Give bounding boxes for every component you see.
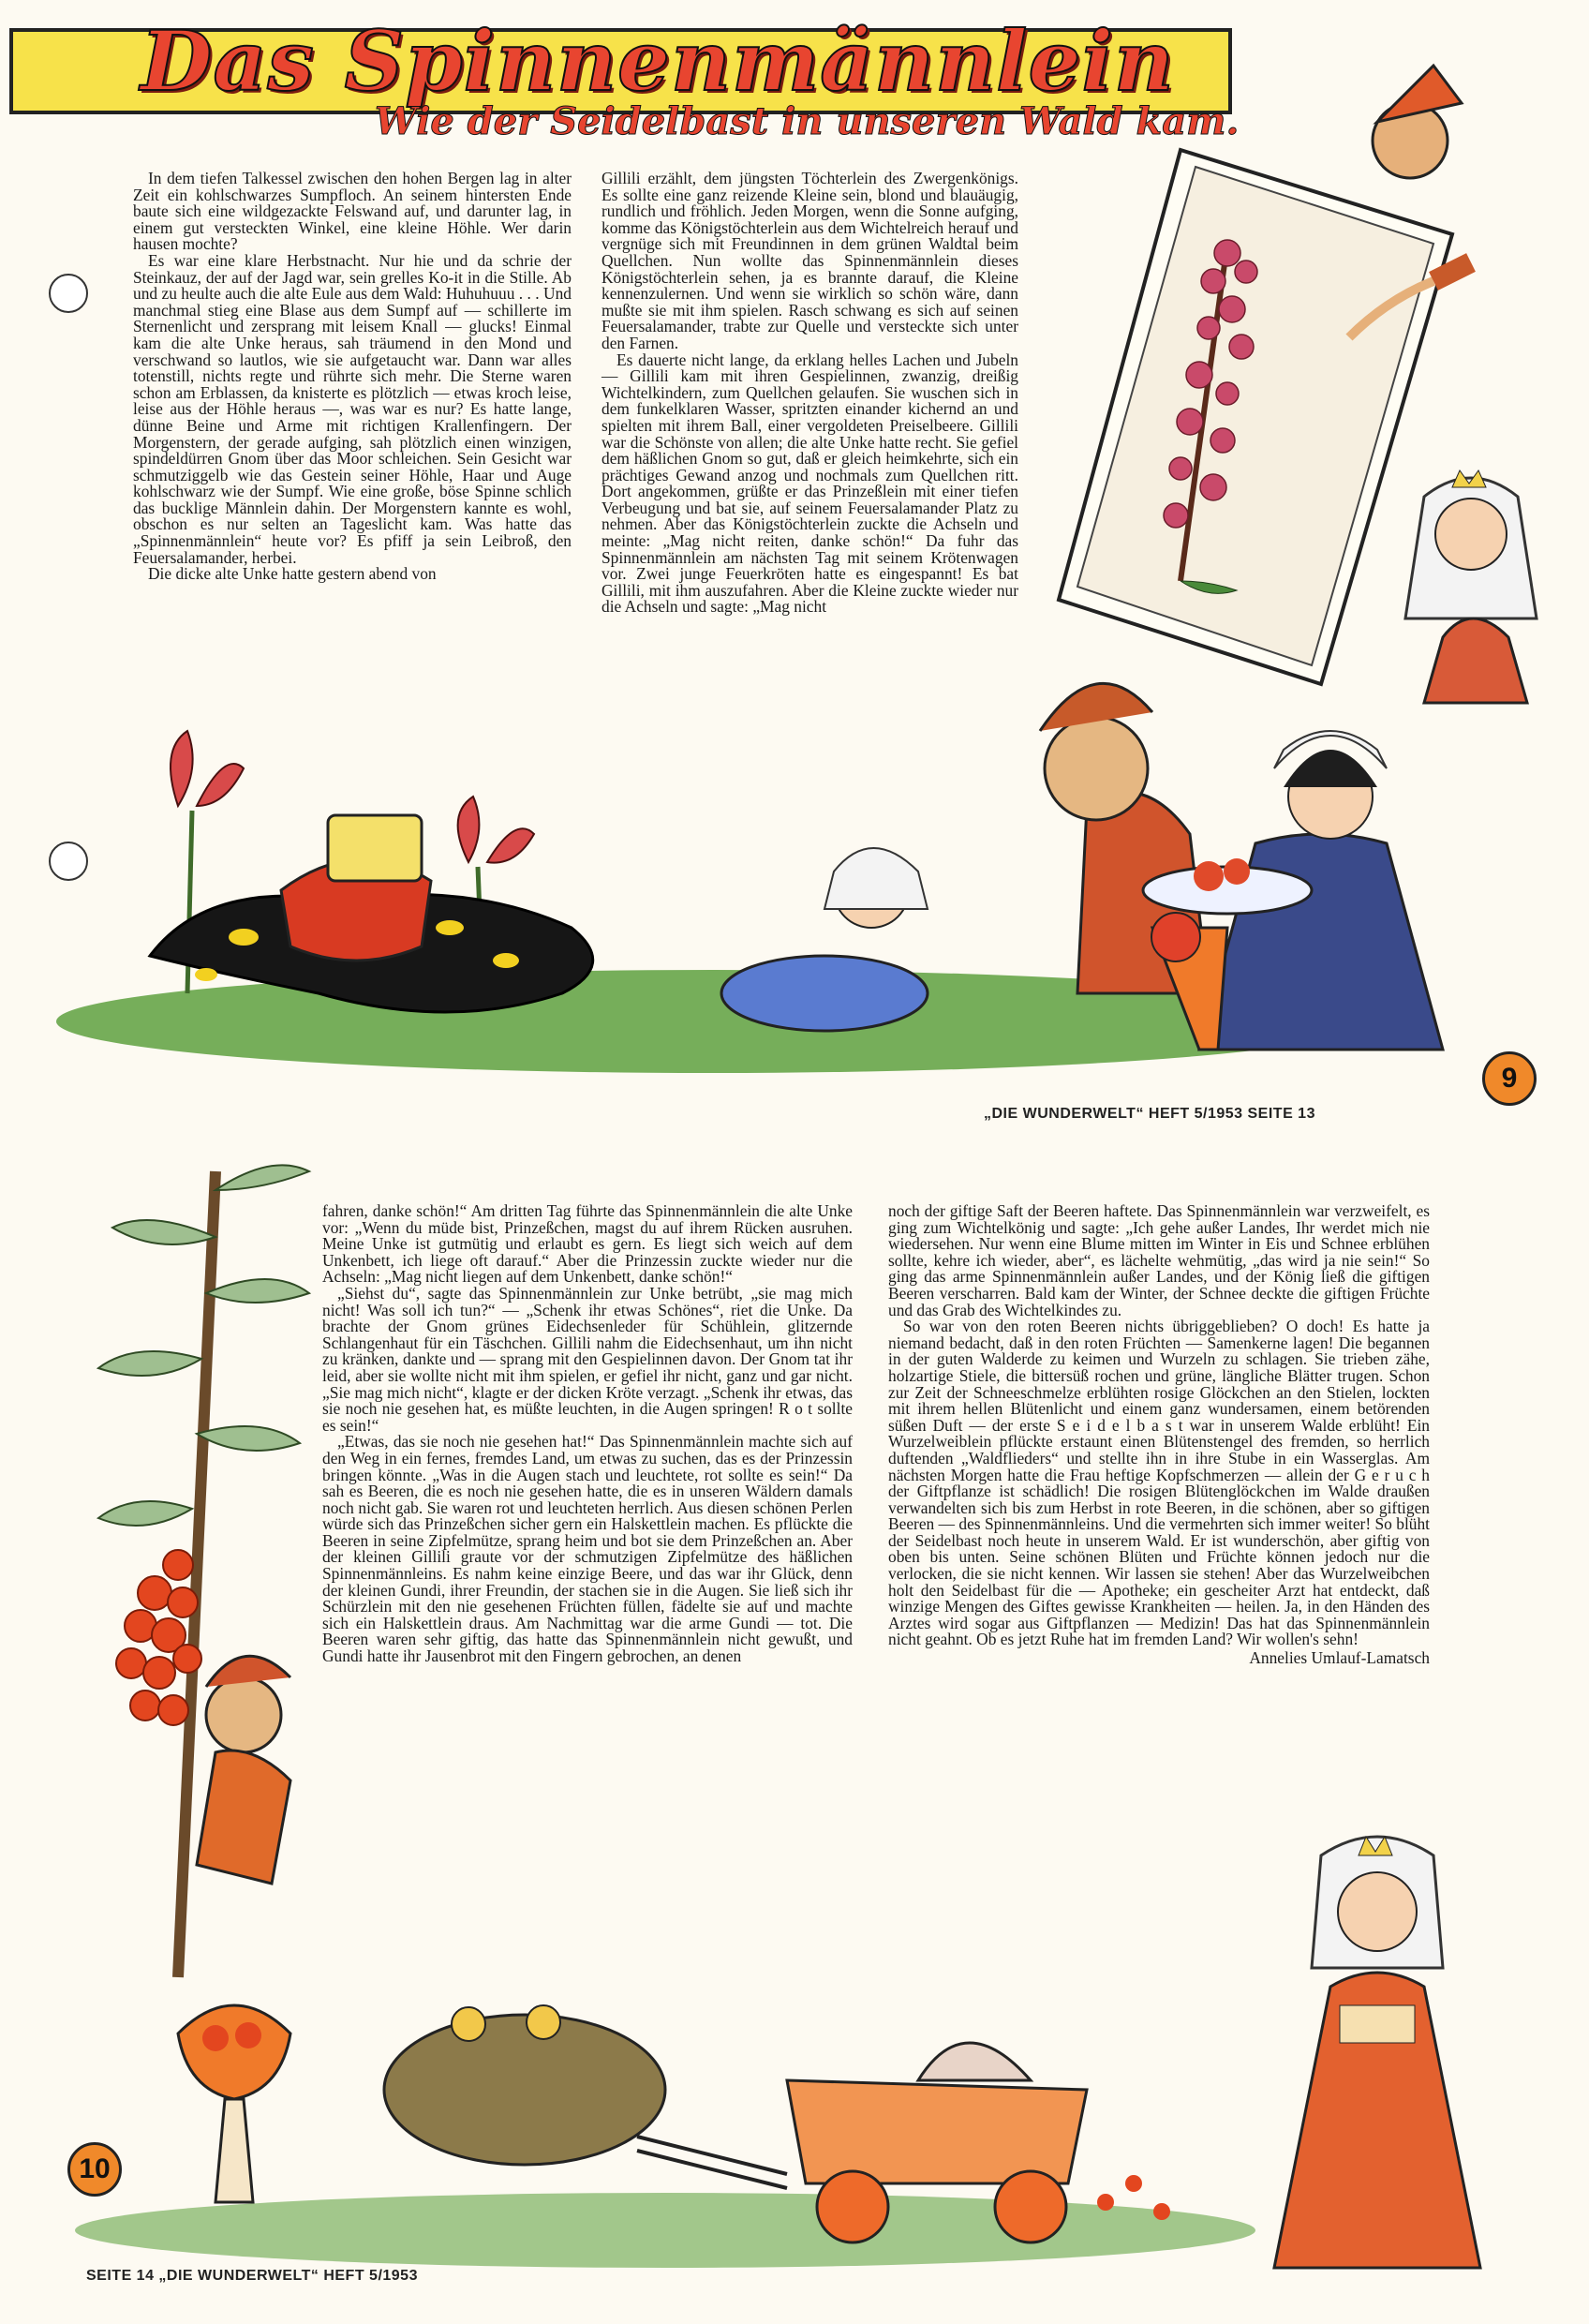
punch-hole bbox=[49, 274, 88, 313]
paragraph: Gillili erzählt, dem jüngsten Töchterlein des Zwergenkönigs. Es sollte eine ganz reizende Kleine sein, blond und blauäugig, rundlich und fröhlich. Jeden Morgen, wenn die Sonne aufging, komme das Königstöchterlein aus dem Wichtelreich herauf und vergnüge sich mit Freundinnen in dem grünen Waldtal beim Quellchen. Nun wollte das Spinnenmännlein dieses Königstöchterlein sehen, ja es brannte darauf, die Kleine kennenzulernen. Und wenn sie wirklich so schön wäre, dann mußte sie mit ihm spielen. Rasch schwang es sich auf seinen Feuersalamander, trabte zur Quelle und versteckte sich unter den Farnen. bbox=[601, 169, 1018, 352]
page13-right-column bbox=[601, 171, 1018, 616]
page13-left-column bbox=[133, 171, 572, 583]
princess-bottom-illustration bbox=[1237, 1818, 1490, 2305]
page14-footer: SEITE 14 „DIE WUNDERWELT“ HEFT 5/1953 bbox=[86, 2268, 418, 2284]
page-number-badge: 10 bbox=[67, 2142, 122, 2197]
paragraph: „Siehst du“, sagte das Spinnenmännlein zur Unke betrübt, „sie mag mich nicht! Was soll ich tun?“ — „Schenk ihr etwas Schönes“, riet die Unke. Da brachte der Gnom grünes Eidechsenleder für Schühlein, glitzernde Schlangenhaut für ein Täschchen. Gillili nahm die Eidechsenhaut, um ihn nicht zu kränken, dankte und — sprang mit den Gespielinnen davon. Der Gnom tat ihr leid, aber sie wollte nicht mit ihm spielen, er gefiel ihr nicht, ganz und gar nicht. „Sie mag mich nicht“, klagte er der dicken Kröte verzagt. „Schenk ihr etwas, das sie noch nie gesehen hat, es müßte leuchten, in die Augen springen! R o t sollte es sein!“ bbox=[322, 1283, 853, 1435]
paragraph: Es war eine klare Herbstnacht. Nur hie und da schrie der Steinkauz, der auf der Jagd war, sein grelles Ko-it in die Stille. Ab und zu heulte auch die alte Eule aus dem Wald: Huhuhuuu . . . Und manchmal stieg eine Blase aus dem Sumpf auf — schillerte im Sternenlicht und zersprang mit leisem Knall — glucks! Einmal kam die alte Unke heraus, sah träumend in den Mond und verschwand so lautlos, wie sie aufgetaucht war. Dann war alles totenstill, nichts regte und rührte sich mehr. Die Sterne waren schon am Erblassen, da knisterte es plötzlich — etwas kroch leise, leise aus der Höhle heraus —, was war es nur? Es hatte lange, dünne Beine und Arme mit richtigen Krallenfingern. Der Morgenstern, der gerade aufging, sah plötzlich einen winzigen, spindeldürren Gnom über das Moor schleichen. Sein Gesicht war schmutziggelb wie das Gestein seiner Höhle, Haar und Auge kohlschwarz wie der Sumpf. Wie eine große, böse Spinne schlich das bucklige Männlein dahin. Der Morgenstern kannte es wohl, obschon es nur selten an Tageslicht kam. Was hatte das „Spinnenmännlein“ heute vor? Es pfiff ja sein Leibroß, den Feuersalamander, herbei. bbox=[133, 250, 572, 567]
story-illustration-salamander-scene bbox=[56, 581, 1565, 1087]
page13-footer: „DIE WUNDERWELT“ HEFT 5/1953 SEITE 13 bbox=[984, 1106, 1315, 1122]
toad-cart-illustration bbox=[75, 1949, 1255, 2287]
page14-right-column bbox=[888, 1203, 1430, 1667]
paragraph: In dem tiefen Talkessel zwischen den hohen Bergen lag in alter Zeit ein kohlschwarzes Sumpfloch. An seinem hintersten Ende baute sich eine wildgezackte Felswand auf, und darunter lag, in einem gut versteckten Winkel, eine kleine Höhle. Wer darin hausen mochte? bbox=[133, 169, 572, 254]
paragraph: So war von den roten Beeren nichts übriggeblieben? O doch! Es hatte ja niemand bedacht, daß in den roten Früchten — Samenkerne lagen! Die begannen in der guten Walderde zu keimen und Wurzeln zu schlagen. Sie trieben zähe, holzartige Stiele, die bittersüß rochen und grüne, längliche Blätter trugen. Schon zur Zeit der Schneeschmelze erblühten rosige Glöckchen an den Stielen, lockten mit ihrem hellen Blütenlicht und einem ganz wundersamen, einem betörenden süßen Duft — der erste S e i d e l b a s t war in unserem Walde erblüht! Ein Wurzelweiblein pflückte erstaunt einen Blütenstengel des fremden, so herrlich duftenden „Waldflieders“ und stellte ihn in ihre Stube in ein Wasserglas. Am nächsten Morgen hatte die Frau heftige Kopfschmerzen — allein der G e r u c h der Giftpflanze ist schädlich! Die rosigen Blütenglöckchen im Walde draußen verwandelten sich bis zum Herbst in rote Beeren, in die schönen, aber so giftigen Beeren — des Spinnenmännleins. Und die vermehrten sich immer weiter! So blüht der Seidelbast noch heute in unserem Wald. Er ist wunderschön, aber giftig von oben bis unten. Seine schönen Blüten und Früchte können jedoch nur die verlocken, die sie nicht kennen. Wir lassen sie stehen! Aber das Wurzelweibchen holt den Seidelbast für die — Apotheke; ein gescheiter Arzt hat entdeckt, daß winzige Mengen des Giftes gewisse Krankheiten — heilen. Ja, in den Händen des Arztes wird sogar aus Giftpflanzen — Medizin! Das hat das Spinnenmännlein nicht geahnt. Ob es jetzt Ruhe hat im fremden Land? Wir wollen's sehn! bbox=[888, 1317, 1430, 1649]
berry-branch-illustration bbox=[75, 1153, 328, 1996]
author-credit: Annelies Umlauf-Lamatsch bbox=[1249, 1648, 1430, 1668]
paragraph: Die dicke alte Unke hatte gestern abend von bbox=[148, 564, 437, 584]
paragraph: noch der giftige Saft der Beeren haftete. Das Spinnenmännlein war verzweifelt, es ging zum Wichtelkönig und sagte: „Ich gehe außer Landes, Ihr werdet mich nie wiedersehen. Nur wenn eine Blume mitten im Winter in Eis und Schnee erblühen sollte, kehre ich wieder, aber“, es lächelte wehmütig, „das wird ja nie sein!“ So ging das arme Spinnenmännlein außer Landes, und der König ließ die giftigen Beeren verscharren. Bald kam der Winter, der Schnee deckte die giftigen Früchte und das Grab des Wichtelkindes zu. bbox=[888, 1201, 1430, 1319]
paragraph: „Etwas, das sie noch nie gesehen hat!“ Das Spinnenmännlein machte sich auf den Weg in ein fernes, fremdes Land, um etwas zu suchen, das es der Prinzessin bringen könnte. „Was in die Augen stach und leuchtete, rot sollte es sein!“ Da sah es Beeren, die es noch nie gesehen hatte, die es in unseren Wäldern damals noch nicht gab. Sie waren rot und leuchteten herrlich. Aus diesen schönen Perlen würde sich das Prinzeßchen sicher gern ein Halskettlein machen. Es pflückte die Beeren in seine Zipfelmütze, sprang heim und bot sie dem Prinzeßchen an. Aber der kleinen Gillili graute vor der schmutzigen Zipfelmütze des häßlichen Spinnenmännleins. Es nahm keine einzige Beere, und das war ihr Glück, denn der kleinen Gundi, ihrer Freundin, der stachen sie in die Augen. Sie ließ sich ihr Schürzlein mit den nie gesehenen Früchten füllen, fädelte sie auf und machte sich ein Halskettlein draus. Am Nachmittag war die arme Gundi — tot. Die Beeren waren sehr giftig, das hatte das Spinnenmännlein nicht gewußt, und Gundi hatte ihr Jausenbrot mit den Fingern gebrochen, an denen bbox=[322, 1432, 853, 1666]
paragraph: Es dauerte nicht lange, da erklang helles Lachen und Jubeln — Gillili kam mit ihren Gespielinnen, zwanzig, dreißig Wichtelkindern, zum Quellchen gelaufen. Sie wuschen sich in dem funkelklaren Wasser, spritzten einander kichernd an und spielten mit ihrem Ball, einer vergoldeten Preiselbeere. Gillili war die Schönste von allen; die alte Unke hatte recht. Sie gefiel dem häßlichen Gnom so gut, daß er gleich heimkehrte, sich ein prächtiges Gewand anzog und nochmals zum Quellchen ritt. Dort angekommen, grüßte er das Prinzeßlein mit einer tiefen Verbeugung und bat sie, auf seinem Feuersalamander Platz zu nehmen. Aber das Königstöchterlein zuckte die Achseln und meinte: „Mag nicht reiten, danke schön!“ Da fuhr das Spinnenmännlein am nächsten Tag mit seinem Krötenwagen vor. Zwei junge Feuerkröten hatte es eingespannt! Es bat Gillili, mit ihm auszufahren. Aber die Kleine zuckte wieder nur die Achseln und sagte: „Mag nicht bbox=[601, 350, 1018, 617]
page-number-badge: 9 bbox=[1482, 1051, 1537, 1106]
paragraph: fahren, danke schön!“ Am dritten Tag führte das Spinnenmännlein die alte Unke vor: „Wenn du müde bist, Prinzeßchen, magst du auf ihrem Rücken ausruhen. Meine Unke ist gutmütig und erlaubt es gern. Es liegt sich weich auf dem Unkenbett, ich liege oft darauf.“ Aber die Prinzessin zuckte wieder nur die Achseln: „Mag nicht liegen auf dem Unkenbett, danke schön!“ bbox=[322, 1201, 853, 1287]
story-subtitle: Wie der Seidelbast in unseren Wald kam. bbox=[375, 99, 1240, 143]
story-title: Das Spinnenmännlein bbox=[141, 12, 1175, 110]
page14-middle-column bbox=[322, 1203, 853, 1665]
